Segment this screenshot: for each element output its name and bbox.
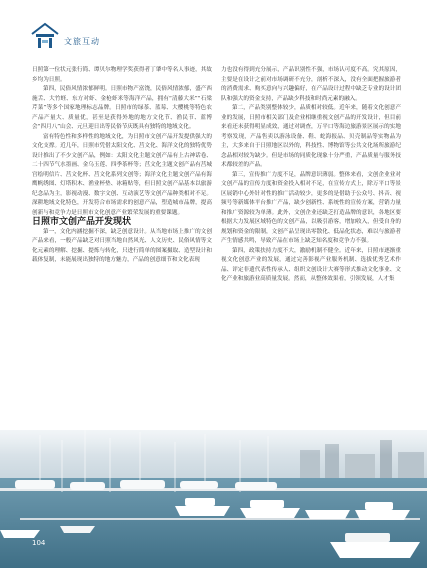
paragraph: 富有特色性和多样性的地域文化，为日照市文创产品开发提供强大的文化支撑。近几年，日照市凭借太阳文化、莒文化、海洋文化的独特优势设计推出了不少文创产品，例如：太阳文化主题文创产品有上古神话卷、二十四节气水墨画、金乌玉莲、四季茶杯等；莒文化主题文创产品有莒城宫绘明信片、莒文化杯、莒文化系列文创等；海洋文化主题文创产品有海鹰帆绣图、灯塔积木、渔业杯垫、冰箱贴等，但日照文创产品基本以旅游纪念品为主，影视动漫、数字文创、互动演艺等文创产品种类相对不足。深耕地域文化特色，开发符合市场需求的创意产品，塑造城市品牌，提高创新与和竞争力是日照市文化创意产业繁荣发展的重要课题。 <box>32 133 212 216</box>
page-header <box>0 0 427 62</box>
right-column <box>221 66 401 285</box>
paragraph: 第二，产品类别整体较少，品质相对较低。近年来，随着文化创意产业的发展，日照市相关部门及企业相继重视文创产品的开发设计，但目前来看还未获得明显成效，通过对调查，万平口等海边旅游景区展示的实地考察发现，产品售卖以游泳设备、鞋、蛇海报品、贝壳制品等实物品为主，大多来自于日照地区以外的，科技性、博物馆等公共文化场所旅游纪念品相对较为缺少。但是市场的同质化现象十分严重，产品质量与服务技术都较差的产品。 <box>221 105 401 168</box>
section-heading: 日照市文创产品开发现状 <box>32 217 132 227</box>
paragraph: 日照第一位状元张行简、谭贝尔物理学奖获得者丁肇中等名人事迹，其故乡均为日照。 <box>32 67 212 83</box>
section-title: 文旅互动 <box>64 37 100 46</box>
paragraph: 第四，政策扶持力度不大，激励机制不健全。近年来，日照市逐渐重视文化创意产业的发展，通过完善影视产业服务机制、选拔优秀艺术作品、评定非遗代表性传承人、组织文创设计大赛等形式推动文化事业、文化产业和旅游业高质量发展。然而，从整体效果看，引领发展，人才集 <box>221 247 401 282</box>
photo-fade <box>0 395 427 455</box>
paragraph: 第一，文化内涵挖掘不深，缺乏创意设计。从当地市场上推广的文创产品来看，一般产品缺乏对日照当地自然风光、人文历史、民俗风情等文化元素的理解、挖掘、提炼与转化，只进行简单的图案摄取、造型设计和载体复制，未能展现出独特的地方魅力，产品的创意细节和文化表现 <box>32 228 212 263</box>
left-column <box>32 66 212 266</box>
house-logo-icon <box>30 22 60 50</box>
page-number: 104 <box>32 539 46 547</box>
paragraph: 第三，宣传推广力度不足，品牌意识薄弱。整体来看，文创企业业对文创产品的宣传力度和资金投入相对不足，在宣传方式上，除万平口等景区展销中心外针对性的推广活动较少，更多的是借助于公众号、抖音、视频号等新媒体平台推广产品，缺少创新性、系统性的宣传方案，营销力量和推广资源较为单薄。此外，文创企业还缺乏打造品牌的意识，各地区要根据大力发展区域特色的文创产品，以吸引游客，增加收入，但受自身的规划和资金的限制，文创产品呈现出零散化、低品化状态，难以与旅游者产生情感共鸣，导致产品在市场上缺乏知名度和竞争力不强。 <box>221 171 401 244</box>
paragraph: 力也没有得到充分展示，产品识别性不强，市场认可度不高。究其原因，主要是在设计之前对市场调研不充分，剖析不深入，没有全面把握旅游者的消费需求、购买意向与兴趣偏好，在产品设计过程中缺乏专业的设计团队和强大的资金支持，产品缺少科技和时尚元素的融入。 <box>221 67 401 102</box>
paragraph: 第四，民俗风情浓郁鲜明。日照市物产富饶，民俗风情浓郁，盛产西施舌、大竹蛏、东方对虾、金枪虾米等海洋产品，拥有“清藤大米”“石梁芹菜”等多个国家地理标志品牌。日照市的绿茶、蓝莓、大樱桃等特色农产品产量大、质量优，甚至是获得外地的地方文化节、渔民节、蓝博会“四月八”山会、元旦迎日出等民俗节庆既具有独特的地域文化。 <box>32 86 212 130</box>
